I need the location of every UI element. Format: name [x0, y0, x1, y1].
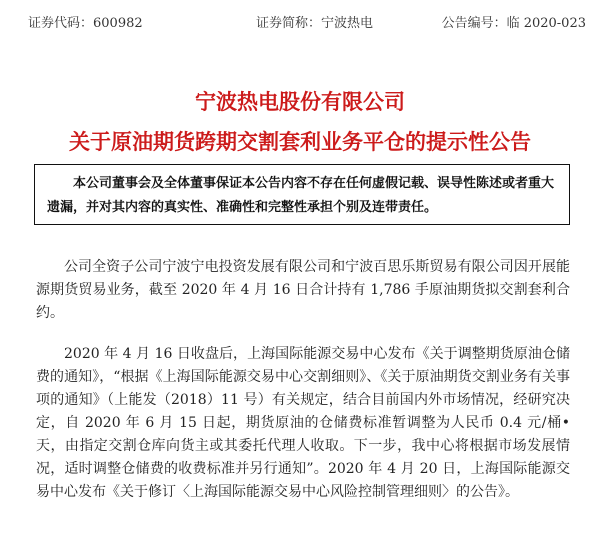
board-declaration: 本公司董事会及全体董事保证本公告内容不存在任何虚假记载、误导性陈述或者重大遗漏，并对其内容的真实性、准确性和完整性承担个别及连带责任。	[34, 164, 570, 225]
company-title: 宁波热电股份有限公司	[195, 90, 405, 114]
body-paragraph-2: 2020 年 4 月 16 日收盘后，上海国际能源交易中心发布《关于调整期货原油仓储费的通知》，“根据《上海国际能源交易中心交割细则》、《关于原油期货交割业务有关事项的通知》（上能发（2018）11 号）有关规定，结合目前国内外市场情况，经研究决定，自 2020 年 6 月 15 日起，期货原油的仓储费标准暂调整为人民币 0.4 元/桶•天，由指定交割仓库向货主或其委托代理人收取。下一步，我中心将根据市场发展情况，适时调整仓储费的收费标准并另行通知”。2020 年 4 月 20 日，上海国际能源交易中心发布《关于修订〈上海国际能源交易中心风险控制管理细则〉的公告》。	[36, 346, 570, 500]
notice-number: 公告编号：临 2020-023	[441, 16, 586, 31]
body-paragraph-1: 公司全资子公司宁波宁电投资发展有限公司和宁波百思乐斯贸易有限公司因开展能源期货贸易业务，截至 2020 年 4 月 16 日合计持有 1,786 手原油期货拟交割套利合约。	[36, 259, 570, 321]
stock-code: 证券代码：600982	[28, 16, 143, 31]
notice-title: 关于原油期货跨期交割套利业务平仓的提示性公告	[69, 130, 531, 154]
document-header	[28, 8, 586, 30]
stock-name: 证券简称：宁波热电	[256, 16, 374, 31]
